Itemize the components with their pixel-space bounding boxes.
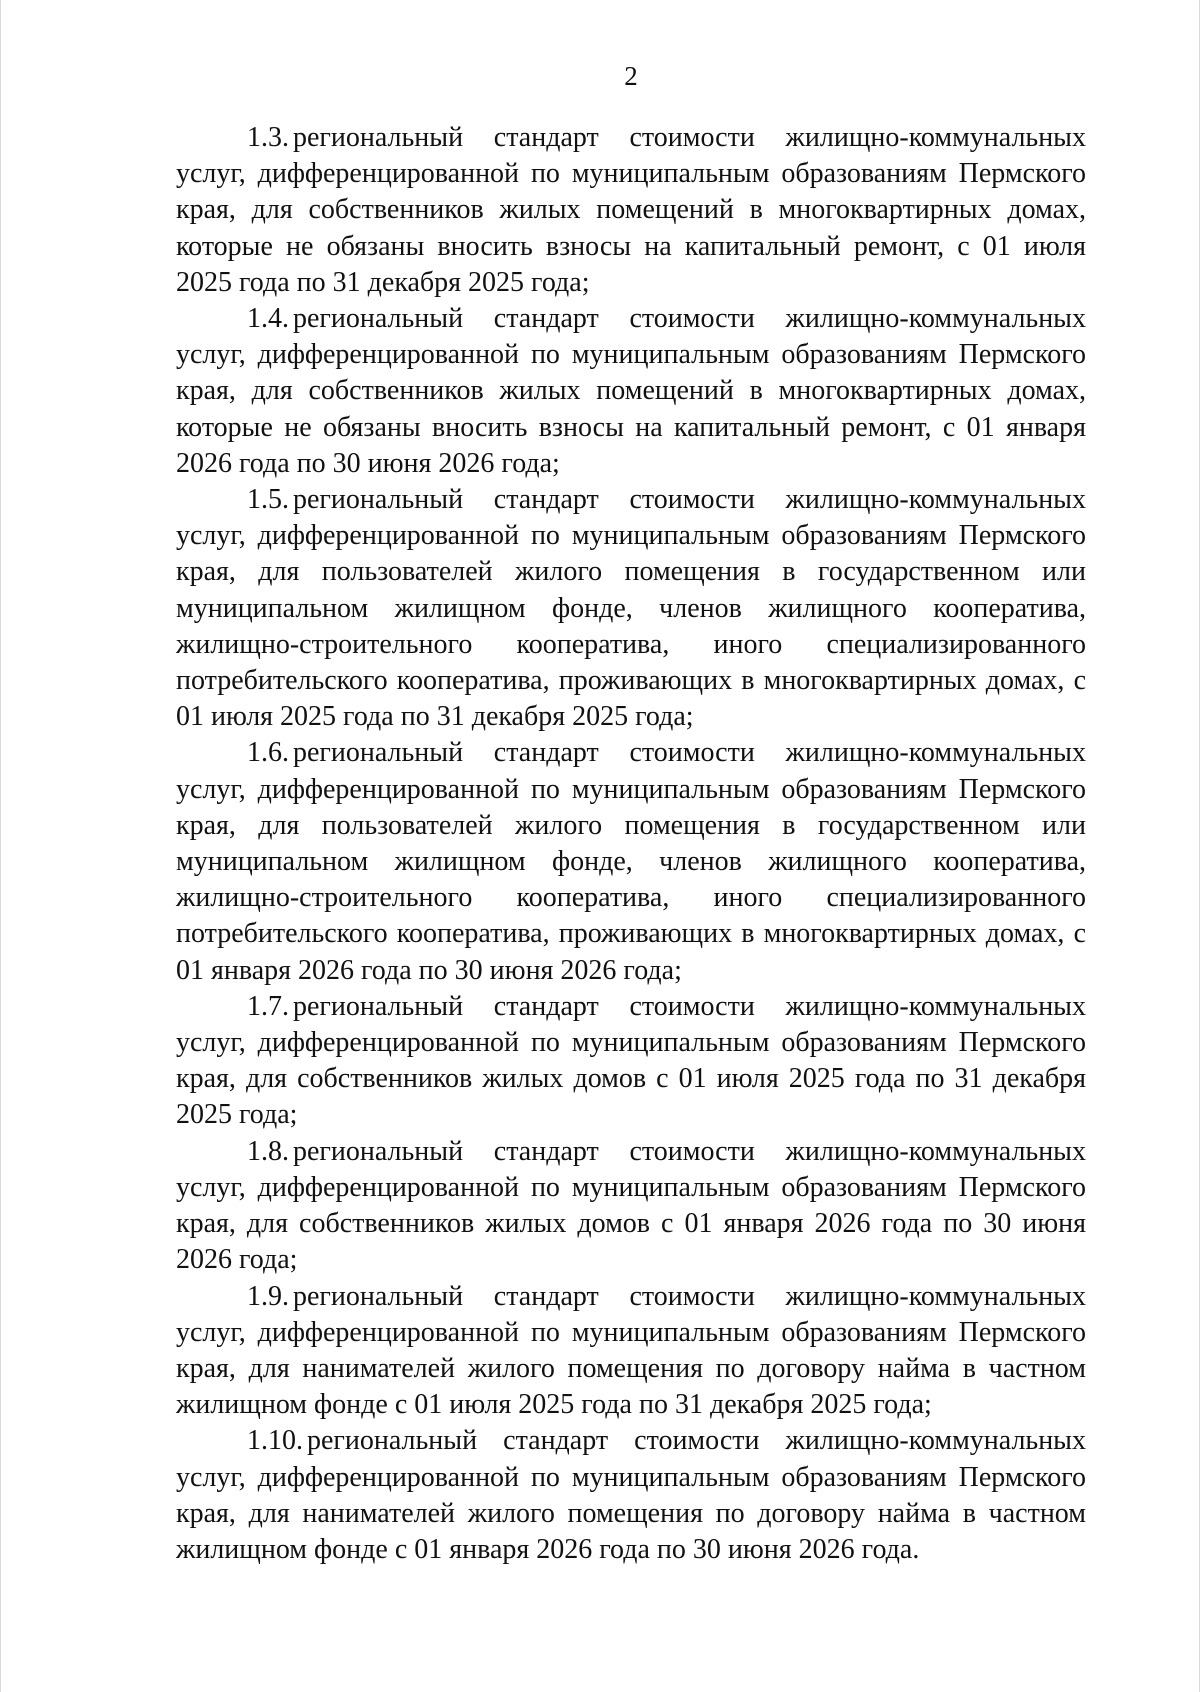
- paragraph-1-9: [176, 1279, 1086, 1424]
- paragraph-1-8: [176, 1134, 1086, 1279]
- paragraph-text: региональный стандарт стоимости жилищно-коммунальных услуг, дифференцированной по муниципальным образованиям Пермского края, для собственников жилых помещений в многоквартирных домах, которые не обязаны вносить взносы на капитальный ремонт, с 01 января 2026 года по 30 июня 2026 года;: [176, 303, 1086, 479]
- paragraph-number: 1.7.: [247, 990, 289, 1022]
- paragraph-1-6: [176, 735, 1086, 988]
- document-body: [176, 120, 1086, 1568]
- paragraph-text: региональный стандарт стоимости жилищно-коммунальных услуг, дифференцированной по муниципальным образованиям Пермского края, для пользователей жилого помещения в государственном или муниципальном жилищном фонде, членов жилищного кооператива, жилищно-строительного кооператива, иного специализированного потребительского кооператива, проживающих в многоквартирных домах, с 01 июля 2025 года по 31 декабря 2025 года;: [176, 484, 1086, 733]
- paragraph-1-10: [176, 1423, 1086, 1568]
- paragraph-text: региональный стандарт стоимости жилищно-коммунальных услуг, дифференцированной по муниципальным образованиям Пермского края, для нанимателей жилого помещения по договору найма в частном жилищном фонде с 01 января 2026 года по 30 июня 2026 года.: [176, 1425, 1086, 1565]
- paragraph-number: 1.4.: [247, 303, 289, 335]
- page-number: 2: [624, 61, 638, 91]
- paragraph-text: региональный стандарт стоимости жилищно-коммунальных услуг, дифференцированной по муниципальным образованиям Пермского края, для собственников жилых домов с 01 июля 2025 года по 31 декабря 2025 года;: [176, 990, 1086, 1131]
- paragraph-number: 1.3.: [247, 122, 289, 153]
- paragraph-1-4: [176, 301, 1086, 482]
- paragraph-number: 1.10.: [247, 1425, 303, 1457]
- scan-edge-left: [0, 0, 1, 1692]
- paragraph-text: региональный стандарт стоимости жилищно-коммунальных услуг, дифференцированной по муниципальным образованиям Пермского края, для собственников жилых домов с 01 января 2026 года по 30 июня 2026 года;: [176, 1135, 1086, 1276]
- paragraph-text: региональный стандарт стоимости жилищно-коммунальных услуг, дифференцированной по муниципальным образованиям Пермского края, для собственников жилых помещений в многоквартирных домах, которые не обязаны вносить взносы на капитальный ремонт, с 01 июля 2025 года по 31 декабря 2025 года;: [176, 122, 1086, 298]
- paragraph-text: региональный стандарт стоимости жилищно-коммунальных услуг, дифференцированной по муниципальным образованиям Пермского края, для нанимателей жилого помещения по договору найма в частном жилищном фонде с 01 июля 2025 года по 31 декабря 2025 года;: [176, 1280, 1086, 1421]
- paragraph-1-5: [176, 482, 1086, 735]
- paragraph-number: 1.6.: [247, 737, 289, 769]
- paragraph-number: 1.5.: [247, 484, 289, 516]
- paragraph-number: 1.8.: [247, 1135, 289, 1167]
- paragraph-1-7: [176, 989, 1086, 1134]
- paragraph-1-3: [176, 120, 1086, 301]
- paragraph-text: региональный стандарт стоимости жилищно-коммунальных услуг, дифференцированной по муниципальным образованиям Пермского края, для пользователей жилого помещения в государственном или муниципальном жилищном фонде, членов жилищного кооператива, жилищно-строительного кооператива, иного специализированного потребительского кооператива, проживающих в многоквартирных домах, с 01 января 2026 года по 30 июня 2026 года;: [176, 737, 1086, 986]
- paragraph-number: 1.9.: [247, 1280, 289, 1312]
